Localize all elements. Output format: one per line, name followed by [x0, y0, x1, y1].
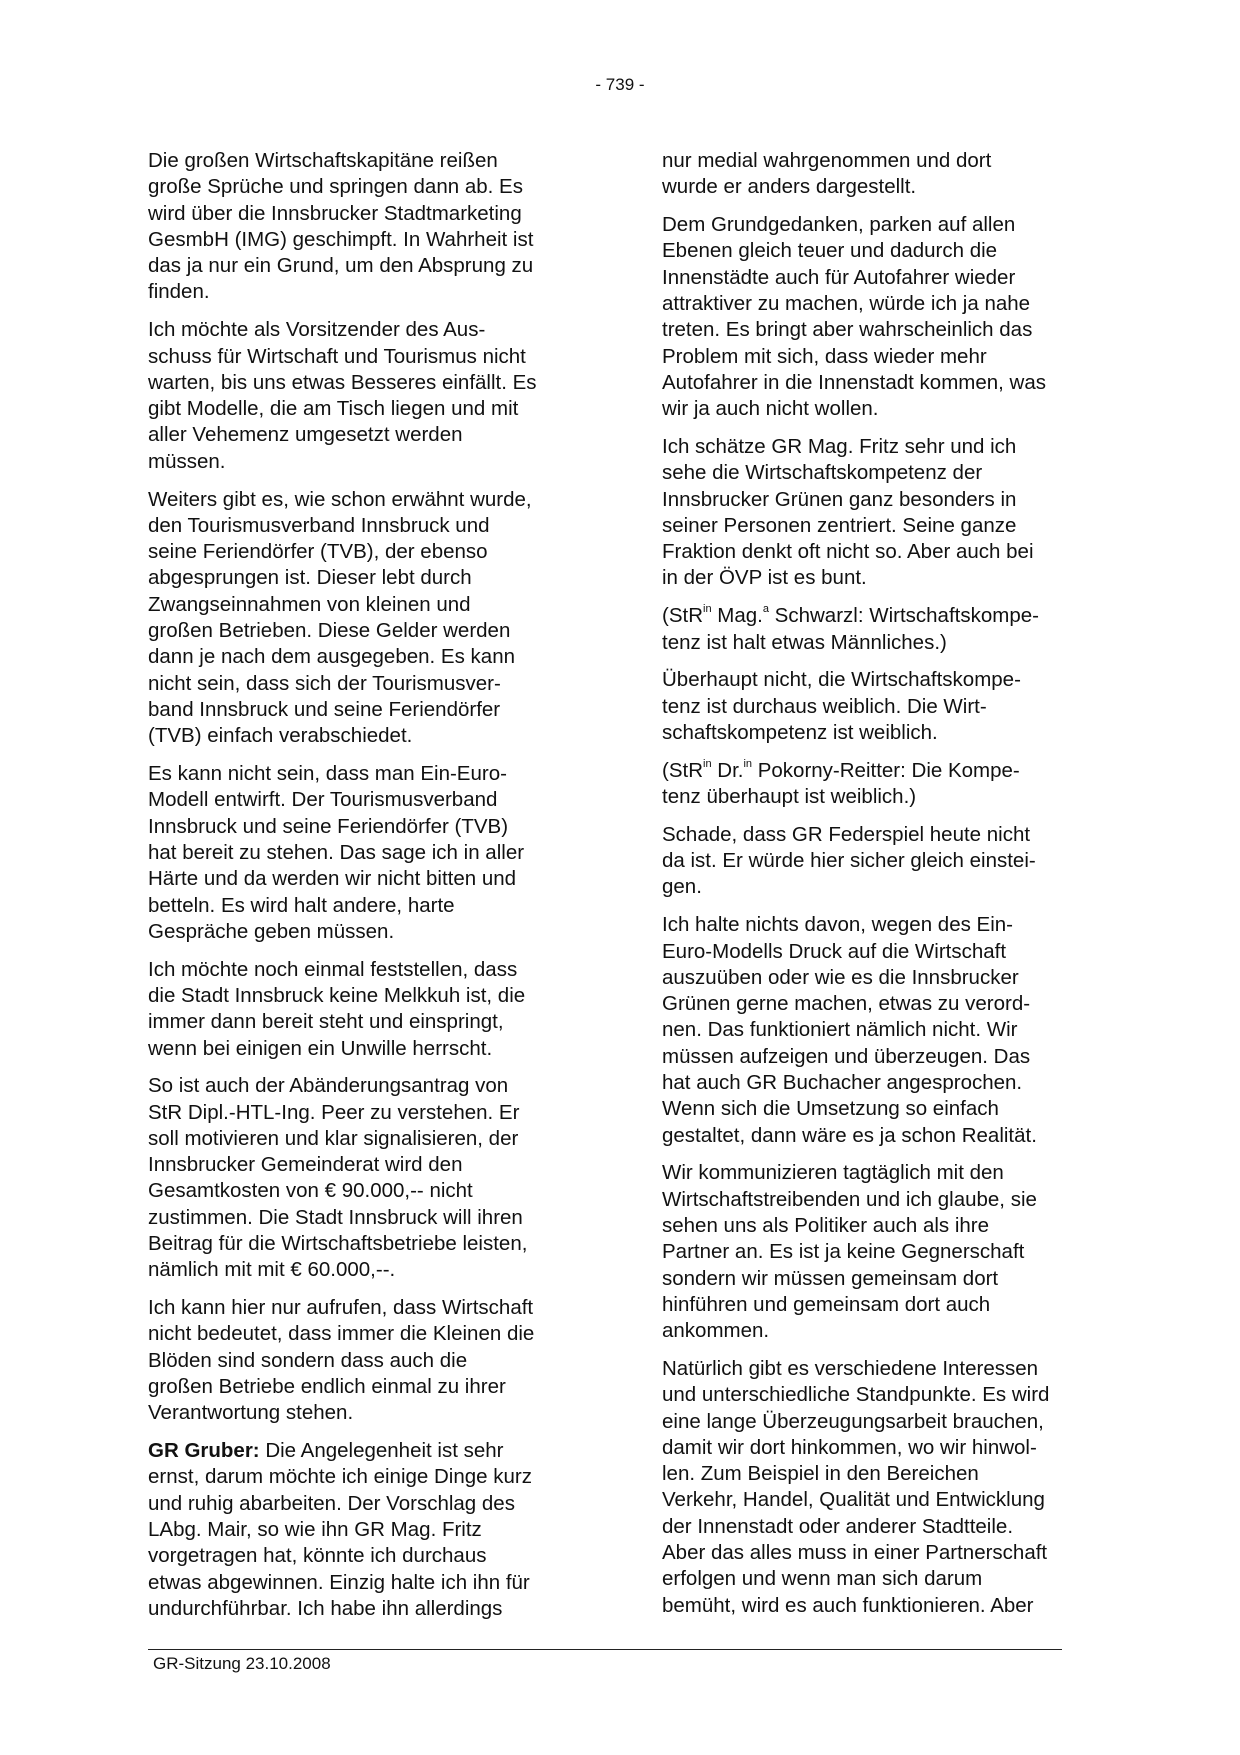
paragraph: Ich möchte als Vorsitzender des Aus- schuss für Wirtschaft und Tourismus nicht warten, bis uns etwas Besseres einfällt. Es gibt Modelle, die am Tisch liegen und mit aller Vehemenz umgesetzt werden müssen. — [148, 318, 537, 473]
paragraph: Ich möchte noch einmal feststellen, dass die Stadt Innsbruck keine Melkkuh ist, die immer dann bereit steht und einspringt, wenn bei einigen ein Unwille herrscht. — [148, 957, 526, 1060]
paragraph: Ich schätze GR Mag. Fritz sehr und ich sehe die Wirtschaftskompetenz der Innsbrucker Grünen ganz besonders in seiner Personen zentriert. Seine ganze Fraktion denkt oft nicht so. Aber auch bei in der ÖVP ist es bunt. — [662, 434, 1034, 590]
interjection-title: Dr. — [711, 758, 744, 782]
paragraph: Weiters gibt es, wie schon erwähnt wurde, den Tourismusverband Innsbruck und seine Feriendörfer (TVB), der ebenso abgesprungen ist. Dieser lebt durch Zwangseinnahmen von kleinen und großen Betrieben. Diese Gelder werden dann je nach dem ausgegeben. Es kann nicht sein, dass sich der Tourismusver- band Innsbruck und seine Feriendörfer (TVB) einfach verabschiedet. — [148, 487, 532, 748]
footer-session-date: GR-Sitzung 23.10.2008 — [153, 1654, 331, 1673]
superscript: in — [743, 757, 753, 770]
interjection-open: (StR — [662, 758, 703, 782]
paragraph: Ich halte nichts davon, wegen des Ein- Euro-Modells Druck auf die Wirtschaft auszuüben oder wie es die Innsbrucker Grünen gerne machen, etwas zu verord- nen. Das funktioniert nämlich nicht. Wir müssen aufzeigen und überzeugen. Das hat auch GR Buchacher angesprochen. Wenn sich die Umsetzung so einfach gestaltet, dann wäre es ja schon Realität. — [662, 913, 1037, 1147]
paragraph: Es kann nicht sein, dass man Ein-Euro- Modell entwirft. Der Tourismusverband Innsbruck und seine Feriendörfer (TVB) hat bereit zu stehen. Das sage ich in aller Härte und da werden wir nicht bitten und betteln. Es wird halt andere, harte Gespräche geben müssen. — [148, 762, 525, 943]
paragraph: Dem Grundgedanken, parken auf allen Ebenen gleich teuer und dadurch die Innenstädte auch für Autofahrer wieder attraktiver zu machen, würde ich ja nahe treten. Es bringt aber wahrscheinlich das Problem mit sich, dass wieder mehr Autofahrer in die Innenstadt kommen, was wir ja auch nicht wollen. — [662, 213, 1047, 421]
interjection-title: Mag. — [711, 604, 763, 628]
interjection-open: (StR — [662, 604, 703, 628]
paragraph: nur medial wahrgenommen und dort wurde er anders dargestellt. — [662, 149, 992, 199]
speaker-name: GR Gruber: — [148, 1439, 260, 1463]
interjection-text: Pokorny-Reitter: Die Kompe- tenz überhaupt ist weiblich.) — [662, 758, 1020, 809]
speaker-paragraph — [148, 1438, 590, 1622]
speaker-text: Die Angelegenheit ist sehr ernst, darum möchte ich einige Dinge kurz und ruhig abarbeiten. Der Vorschlag des LAbg. Mair, so wie ihn GR Mag. Fritz vorgetragen hat, könnte ich durchaus etwas abgewinnen. Einzig halte ich ihn für undurchführbar. Ich habe ihn allerdings — [148, 1439, 532, 1620]
right-column — [662, 148, 1104, 1630]
paragraph: Wir kommunizieren tagtäglich mit den Wirtschaftstreibenden und ich glaube, sie sehen uns als Politiker auch als ihre Partner an. Es ist ja keine Gegnerschaft sondern wir müssen gemeinsam dort hinführen und gemeinsam dort auch ankommen. — [662, 1161, 1037, 1343]
superscript: in — [703, 603, 712, 616]
superscript: a — [762, 603, 769, 616]
paragraph: Schade, dass GR Federspiel heute nicht da ist. Er würde hier sicher gleich einstei- gen. — [662, 822, 1036, 899]
paragraph: Die großen Wirtschaftskapitäne reißen große Sprüche und springen dann ab. Es wird über die Innsbrucker Stadtmarketing GesmbH (IMG) geschimpft. In Wahrheit ist das ja nur ein Grund, um den Absprung zu finden. — [148, 149, 534, 304]
superscript: in — [703, 757, 712, 770]
interjection — [662, 603, 1104, 656]
footer-divider — [148, 1649, 1062, 1650]
paragraph: Ich kann hier nur aufrufen, dass Wirtschaft nicht bedeutet, dass immer die Kleinen die Blöden sind sondern dass auch die großen Betriebe endlich einmal zu ihrer Verantwortung stehen. — [148, 1296, 535, 1425]
paragraph: So ist auch der Abänderungsantrag von StR Dipl.-HTL-Ing. Peer zu verstehen. Er soll motivieren und klar signalisieren, der Innsbrucker Gemeinderat wird den Gesamtkosten von € 90.000,-- nicht zustimmen. Die Stadt Innsbruck will ihren Beitrag für die Wirtschaftsbetriebe leisten, nämlich mit mit € 60.000,--. — [148, 1074, 528, 1282]
left-column — [148, 148, 590, 1634]
interjection — [662, 758, 1104, 811]
paragraph: Natürlich gibt es verschiedene Interessen und unterschiedliche Standpunkte. Es wird eine lange Überzeugungsarbeit brauchen, damit wir dort hinkommen, wo wir hinwol- len. Zum Beispiel in den Bereichen Verkehr, Handel, Qualität und Entwicklung der Innenstadt oder anderer Stadtteile. Aber das alles muss in einer Partnerschaft erfolgen und wenn man sich darum bemüht, wird es auch funktionieren. Aber — [662, 1356, 1050, 1617]
paragraph: Überhaupt nicht, die Wirtschaftskompe- tenz ist durchaus weiblich. Die Wirt- schaftskompetenz ist weiblich. — [662, 668, 1021, 744]
interjection-text: Schwarzl: Wirtschaftskompe- tenz ist halt etwas Männliches.) — [662, 604, 1039, 654]
page-number: - 739 - — [595, 75, 645, 94]
